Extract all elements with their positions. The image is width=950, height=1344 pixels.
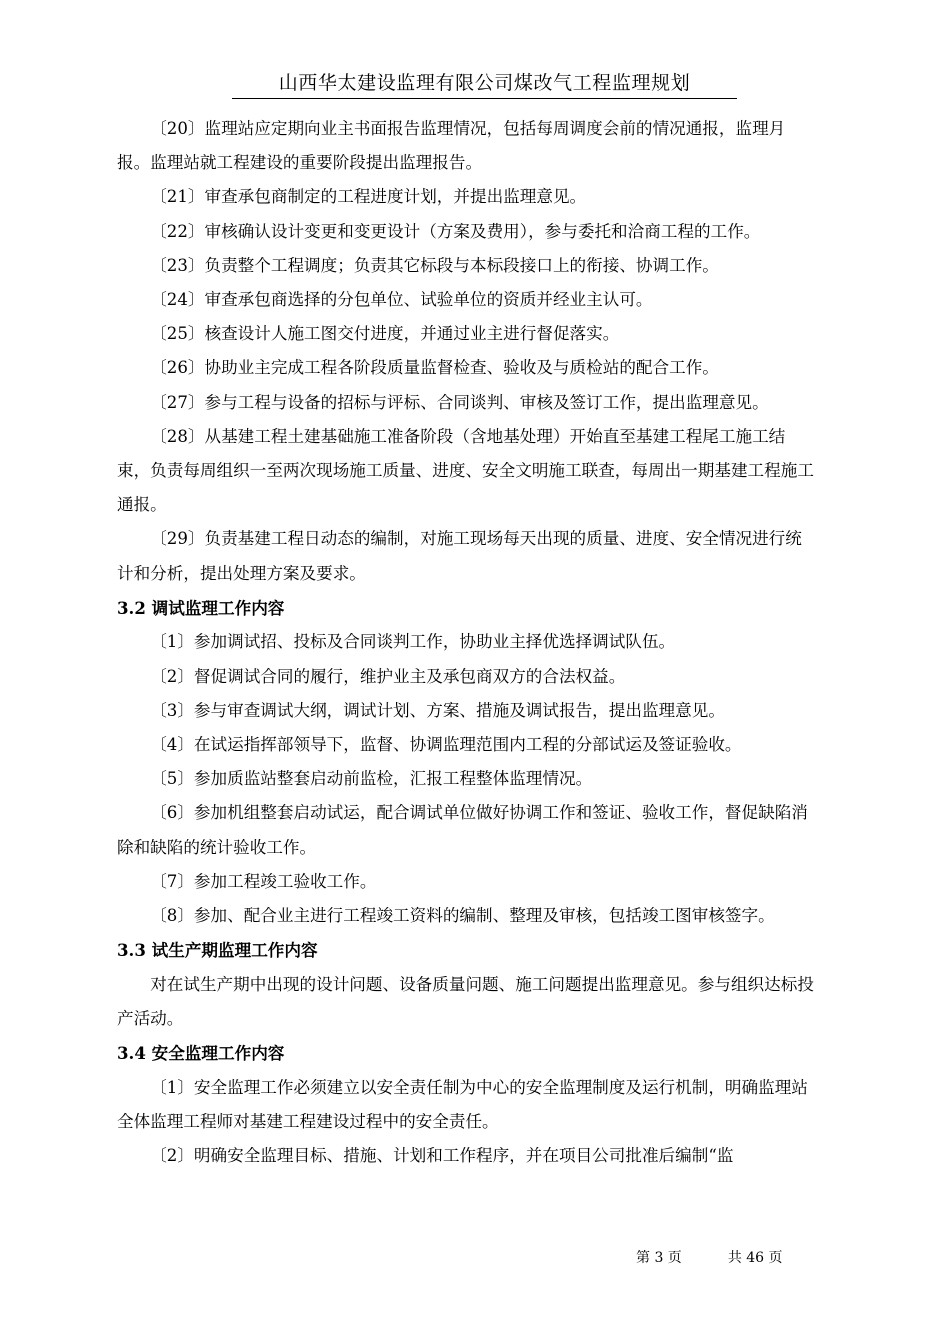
clause-26: 〔26〕协助业主完成工程各阶段质量监督检查、验收及与质检站的配合工作。 — [150, 358, 719, 378]
clause-23: 〔23〕负责整个工程调度；负责其它标段与本标段接口上的衔接、协调工作。 — [150, 255, 719, 275]
page-header: 山西华太建设监理有限公司煤改气工程监理规划 — [232, 68, 737, 99]
clause-25: 〔25〕核查设计人施工图交付进度，并通过业主进行督促落实。 — [150, 324, 620, 344]
debug-clause-8: 〔8〕参加、配合业主进行工程竣工资料的编制、整理及审核，包括竣工图审核签字。 — [150, 905, 775, 925]
total-pages: 共 46 页 — [727, 1250, 783, 1266]
section-heading-3-3: 3.3 试生产期监理工作内容 — [117, 940, 318, 961]
clause-27: 〔27〕参与工程与设备的招标与评标、合同谈判、审核及签订工作，提出监理意见。 — [150, 392, 769, 412]
clause-20: 〔20〕监理站应定期向业主书面报告监理情况，包括每周调度会前的情况通报，监理月报。监理站就工程建设的重要阶段提出监理报告。 — [117, 119, 786, 173]
debug-clause-2: 〔2〕督促调试合同的履行，维护业主及承包商双方的合法权益。 — [150, 666, 626, 686]
debug-clause-3: 〔3〕参与审查调试大纲，调试计划、方案、措施及调试报告，提出监理意见。 — [150, 700, 725, 720]
clause-24: 〔24〕审查承包商选择的分包单位、试验单位的资质并经业主认可。 — [150, 290, 653, 310]
trial-production-paragraph: 对在试生产期中出现的设计问题、设备质量问题、施工问题提出监理意见。参与组织达标投产活动。 — [117, 974, 814, 1028]
clause-29: 〔29〕负责基建工程日动态的编制，对施工现场每天出现的质量、进度、安全情况进行统计和分析，提出处理方案及要求。 — [117, 529, 802, 583]
debug-clause-6: 〔6〕参加机组整套启动试运，配合调试单位做好协调工作和签证、验收工作，督促缺陷消除和缺陷的统计验收工作。 — [117, 803, 808, 857]
debug-clause-4: 〔4〕在试运指挥部领导下，监督、协调监理范围内工程的分部试运及签证验收。 — [150, 734, 742, 754]
safety-clause-2: 〔2〕明确安全监理目标、措施、计划和工作程序，并在项目公司批准后编制“监 — [150, 1145, 734, 1165]
debug-clause-1: 〔1〕参加调试招、投标及合同谈判工作，协助业主择优选择调试队伍。 — [150, 632, 676, 652]
debug-clause-5: 〔5〕参加质监站整套启动前监检，汇报工程整体监理情况。 — [150, 769, 593, 789]
section-heading-3-4: 3.4 安全监理工作内容 — [117, 1043, 285, 1064]
safety-clause-1: 〔1〕安全监理工作必须建立以安全责任制为中心的安全监理制度及运行机制，明确监理站全体监理工程师对基建工程建设过程中的安全责任。 — [117, 1077, 808, 1131]
clause-28: 〔28〕从基建工程土建基础施工准备阶段（含地基处理）开始直至基建工程尾工施工结束，负责每周组织一至两次现场施工质量、进度、安全文明施工联查，每周出一期基建工程施工通报。 — [117, 426, 814, 515]
clause-22: 〔22〕审核确认设计变更和变更设计（方案及费用），参与委托和洽商工程的工作。 — [150, 221, 761, 241]
page-footer — [636, 1247, 806, 1267]
section-heading-3-2: 3.2 调试监理工作内容 — [117, 597, 285, 618]
debug-clause-7: 〔7〕参加工程竣工验收工作。 — [150, 871, 377, 891]
page-number: 第 3 页 — [636, 1250, 682, 1266]
clause-21: 〔21〕审查承包商制定的工程进度计划，并提出监理意见。 — [150, 187, 587, 207]
document-body — [117, 112, 817, 1173]
